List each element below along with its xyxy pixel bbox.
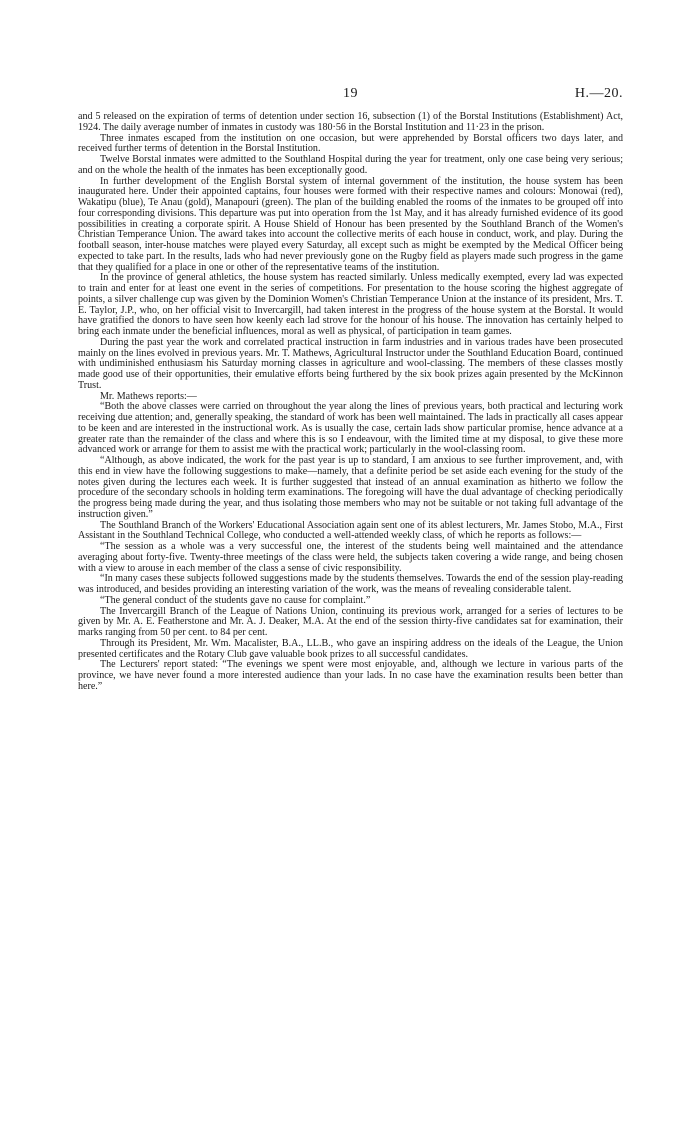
- paragraph: The Southland Branch of the Workers' Educational Association again sent one of its ablest lecturers, Mr. James Stobo, M.A., First Assistant in the Southland Technical College, who conducted a well-attended weekly class, of which he reports as follows:—: [78, 519, 623, 542]
- quoted-paragraph: “Both the above classes were carried on throughout the year along the lines of previous years, both practical and lecturing work receiving due attention; and, generally speaking, the standard of work has been well maintained. The lads in practically all cases appear to be keen and are interested in the instructional work. As is usually the case, certain lads show particular promise, hence advance at a greater rate than the remainder of the class and where this is so I endeavour, with the limited time at my disposal, to give these more advanced work or arrange for them to assist me with the practical work; particularly in the wool-classing room.: [78, 401, 623, 456]
- paragraph: Twelve Borstal inmates were admitted to the Southland Hospital during the year for treatment, only one case being very serious; and on the whole the health of the inmates has been exceptionally good.: [78, 154, 623, 176]
- paragraph: In the province of general athletics, the house system has reacted similarly. Unless medically exempted, every lad was expected to train and enter for at least one event in the series of competitions. For presentation to the house scoring the highest aggregate of points, a silver challenge cup was given by the Dominion Women's Christian Temperance Union at the instance of its president, Mrs. T. E. Taylor, J.P., who, on her official visit to Invercargill, had taken interest in the progress of the house system at the Borstal. It would have gratified the donors to have seen how keenly each lad strove for the honour of his house. The innovation has certainly helped to bring each inmate under the beneficial influences, moral as well as physical, of participation in team games.: [78, 272, 623, 337]
- quoted-paragraph: “In many cases these subjects followed suggestions made by the students themselves. Towards the end of the session play-reading was introduced, and besides providing an interesting variation of the work, was the means of revealing considerable talent.: [78, 573, 623, 595]
- page-header: [78, 86, 623, 102]
- page-number: 19: [343, 86, 358, 101]
- paragraph: The Lecturers' report stated: “The evenings we spent were most enjoyable, and, although we lecture in various parts of the province, we have never found a more interested audience than your lads. In no case have the examination results been better than here.”: [78, 659, 623, 692]
- paragraph: During the past year the work and correlated practical instruction in farm industries and in various trades have been prosecuted mainly on the lines evolved in previous years. Mr. T. Mathews, Agricultural Instructor under the Southland Education Board, continued with undiminished enthusiasm his Saturday morning classes in agriculture and wool-classing. The members of these classes mostly made good use of their opportunities, their emulative efforts being furthered by the six book prizes again presented by the McKinnon Trust.: [78, 336, 623, 391]
- paragraph: The Invercargill Branch of the League of Nations Union, continuing its previous work, arranged for a series of lectures to be given by Mr. A. E. Featherstone and Mr. A. J. Deaker, M.A. At the end of the session thirty-five candidates sat for examination, their marks ranging from 50 per cent. to 84 per cent.: [78, 605, 623, 638]
- paragraph: and 5 released on the expiration of terms of detention under section 16, subsection (1) of the Borstal Institutions (Establishment) Act, 1924. The daily average number of inmates in custody was 180·56 in the Borstal Institution and 11·23 in the prison.: [78, 111, 623, 133]
- paragraph: Three inmates escaped from the institution on one occasion, but were apprehended by Borstal officers two days later, and received further terms of detention in the Borstal Institution.: [78, 132, 623, 155]
- body-text: [78, 112, 623, 693]
- paragraph: Through its President, Mr. Wm. Macalister, B.A., LL.B., who gave an inspiring address on the ideals of the League, the Union presented certificates and the Rotary Club gave valuable book prizes to all successful candidates.: [78, 637, 623, 660]
- paragraph: Mr. Mathews reports:—: [100, 390, 197, 402]
- document-reference: H.—20.: [574, 86, 623, 101]
- paragraph: In further development of the English Borstal system of internal government of the institution, the house system has been inaugurated here. Under their appointed captains, four houses were formed with their respective names and colours: Monowai (red), Wakatipu (blue), Te Anau (gold), Manapouri (green). The plan of the building enabled the rooms of the inmates to be grouped off into four corresponding divisions. This departure was put into operation from the 1st May, and it has already furnished evidence of its good possibilities in creating a corporate spirit. A House Shield of Honour has been presented by the Southland Branch of the Women's Christian Temperance Union. The award takes into account the collective merits of each house in conduct, work, and play. During the football season, inter-house matches were played every Saturday, all except such as might be exempted by the Medical Officer being expected to take part. In the results, lads who had never previously gone on the Rugby field as players made such progress in the game that they qualified for a place in one or other of the representative teams of the institution.: [78, 175, 623, 273]
- quoted-paragraph: “Although, as above indicated, the work for the past year is up to standard, I am anxious to see further improvement, and, with this end in view have the following suggestions to make—namely, that a definite period be set aside each evening for the study of the notes given during the lectures each week. It is further suggested that instead of an annual examination as hitherto we follow the procedure of the secondary schools in holding term examinations. The foregoing will have the dual advantage of checking periodically the progress being made during the year, and thus isolating those members who may not be suitable or not taking full advantage of the instruction given.”: [78, 455, 623, 520]
- quoted-paragraph: “The session as a whole was a very successful one, the interest of the students being well maintained and the attendance averaging about forty-five. Twenty-three meetings of the class were held, the subjects taken covering a wide range, and being chosen with a view to arouse in each member of the class a sense of civic responsibility.: [78, 541, 623, 574]
- quoted-paragraph: “The general conduct of the students gave no cause for complaint.”: [100, 594, 371, 606]
